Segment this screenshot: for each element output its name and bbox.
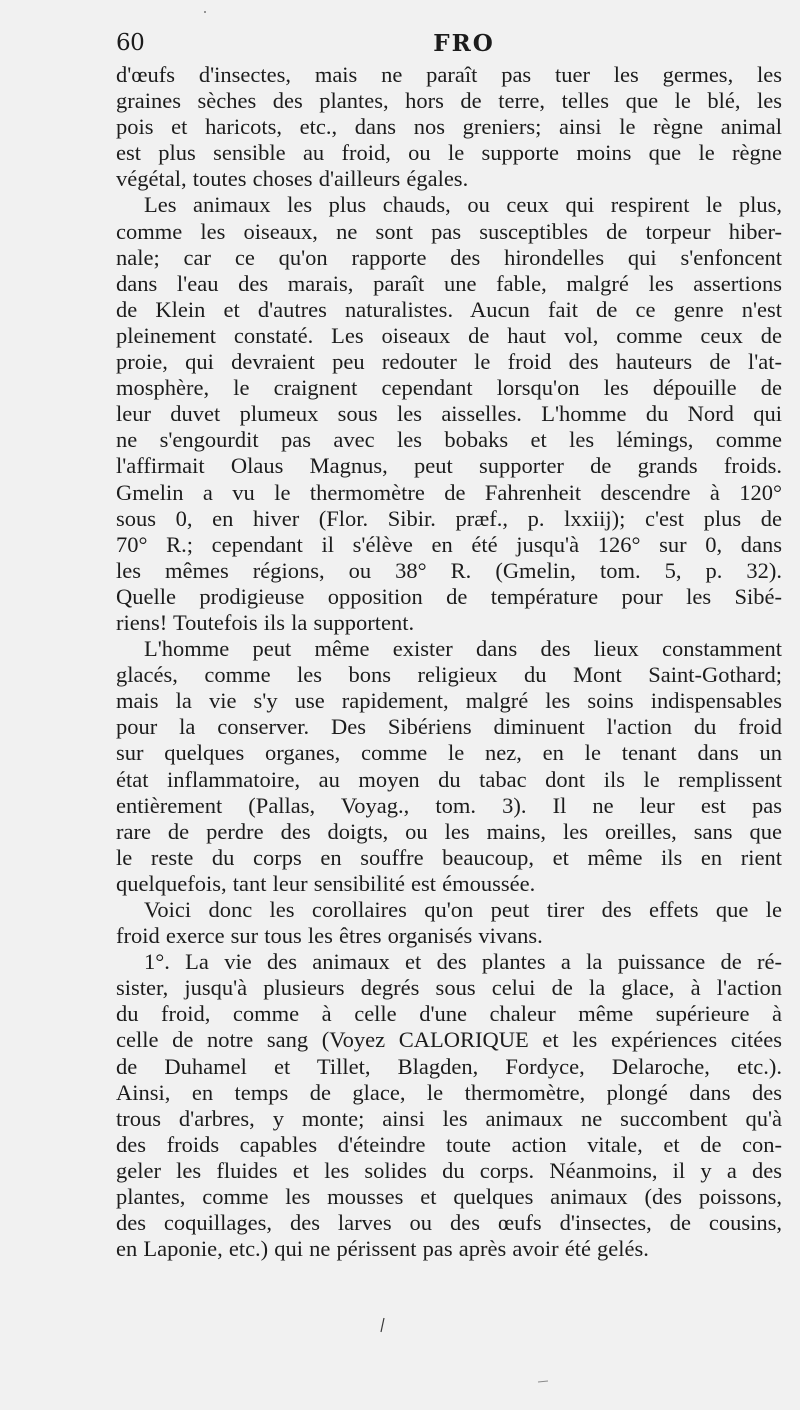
text-line: des froids capables d'éteindre toute action vitale, et de con- bbox=[116, 1131, 782, 1157]
text-line: trous d'arbres, y monte; ainsi les animaux ne succombent qu'à bbox=[116, 1105, 782, 1131]
text-line: ne s'engourdit pas avec les bobaks et les lémings, comme bbox=[116, 427, 782, 453]
text-line: en Laponie, etc.) qui ne périssent pas après avoir été gelés. bbox=[116, 1236, 649, 1262]
text-line: comme les oiseaux, ne sont pas susceptibles de torpeur hiber- bbox=[116, 218, 782, 244]
text-line: plantes, comme les mousses et quelques animaux (des poissons, bbox=[116, 1184, 782, 1210]
text-line: Ainsi, en temps de glace, le thermomètre, plongé dans des bbox=[116, 1079, 782, 1105]
text-line: du froid, comme à celle d'une chaleur même supérieure à bbox=[116, 1001, 782, 1027]
text-line: pleinement constaté. Les oiseaux de haut vol, comme ceux de bbox=[116, 322, 782, 348]
text-line: Les animaux les plus chauds, ou ceux qui respirent le plus, bbox=[144, 192, 782, 218]
text-line: riens! Toutefois ils la supportent. bbox=[116, 609, 415, 635]
text-line: glacés, comme les bons religieux du Mont Saint-Gothard; bbox=[116, 662, 782, 688]
text-line: est plus sensible au froid, ou le supporte moins que le règne bbox=[116, 140, 782, 166]
text-line: sous 0, en hiver (Flor. Sibir. præf., p. lxxiij); c'est plus de bbox=[116, 505, 782, 531]
text-line: celle de notre sang (Voyez CALORIQUE et les expériences citées bbox=[116, 1027, 782, 1053]
text-line: graines sèches des plantes, hors de terre, telles que le blé, les bbox=[116, 88, 782, 114]
text-line: Gmelin a vu le thermomètre de Fahrenheit descendre à 120° bbox=[116, 479, 782, 505]
text-line: entièrement (Pallas, Voyag., tom. 3). Il ne leur est pas bbox=[116, 792, 782, 818]
page-number: 60 bbox=[116, 30, 145, 56]
text-line: de Klein et d'autres naturalistes. Aucun fait de ce genre n'est bbox=[116, 296, 782, 322]
paragraph bbox=[116, 897, 782, 949]
text-line: les mêmes régions, ou 38° R. (Gmelin, tom. 5, p. 32). bbox=[116, 557, 782, 583]
paragraph bbox=[116, 949, 782, 1262]
text-line: d'œufs d'insectes, mais ne paraît pas tuer les germes, les bbox=[116, 62, 782, 87]
text-line: rare de perdre des doigts, ou les mains, les oreilles, sans que bbox=[116, 818, 782, 844]
text-line: pois et haricots, etc., dans nos greniers; ainsi le règne animal bbox=[116, 114, 782, 140]
text-line: l'affirmait Olaus Magnus, peut supporter de grands froids. bbox=[116, 453, 782, 479]
text-line: de Duhamel et Tillet, Blagden, Fordyce, Delaroche, etc.). bbox=[116, 1053, 782, 1079]
text-line: mais la vie s'y use rapidement, malgré les soins indispensables bbox=[116, 688, 782, 714]
text-line: quelquefois, tant leur sensibilité est émoussée. bbox=[116, 870, 536, 896]
text-line: Voici donc les corollaires qu'on peut tirer des effets que le bbox=[144, 897, 782, 922]
text-line: des coquillages, des larves ou des œufs d'insectes, de cousins, bbox=[116, 1210, 782, 1236]
text-line: Quelle prodigieuse opposition de température pour les Sibé- bbox=[116, 583, 782, 609]
text-line: froid exerce sur tous les êtres organisés vivans. bbox=[116, 923, 543, 949]
paragraph bbox=[116, 636, 782, 897]
text-line: 70° R.; cependant il s'élève en été jusqu'à 126° sur 0, dans bbox=[116, 531, 782, 557]
text-line: leur duvet plumeux sous les aisselles. L'homme du Nord qui bbox=[116, 401, 782, 427]
text-line: sister, jusqu'à plusieurs degrés sous celui de la glace, à l'action bbox=[116, 975, 782, 1001]
paragraph bbox=[116, 62, 782, 192]
text-line: état inflammatoire, au moyen du tabac dont ils le remplissent bbox=[116, 766, 782, 792]
paragraph bbox=[116, 192, 782, 636]
text-line: proie, qui devraient peu redouter le froid des hauteurs de l'at- bbox=[116, 349, 782, 375]
text-line: mosphère, le craignent cependant lorsqu'on les dépouille de bbox=[116, 375, 782, 401]
text-line: le reste du corps en souffre beaucoup, et même ils en rient bbox=[116, 844, 782, 870]
text-line: sur quelques organes, comme le nez, en le tenant dans un bbox=[116, 740, 782, 766]
text-line: nale; car ce qu'on rapporte des hirondelles qui s'enfoncent bbox=[116, 244, 782, 270]
running-head bbox=[116, 30, 782, 60]
running-title: FRO bbox=[433, 30, 495, 57]
text-line: L'homme peut même exister dans des lieux constamment bbox=[144, 636, 782, 662]
text-line: végétal, toutes choses d'ailleurs égales. bbox=[116, 166, 469, 192]
text-line: 1°. La vie des animaux et des plantes a la puissance de ré- bbox=[144, 949, 782, 975]
text-line: geler les fluides et les solides du corps. Néanmoins, il y a des bbox=[116, 1157, 782, 1183]
text-line: dans l'eau des marais, paraît une fable, malgré les assertions bbox=[116, 270, 782, 296]
text-line: pour la conserver. Des Sibériens diminuent l'action du froid bbox=[116, 714, 782, 740]
body-text bbox=[116, 62, 782, 1262]
